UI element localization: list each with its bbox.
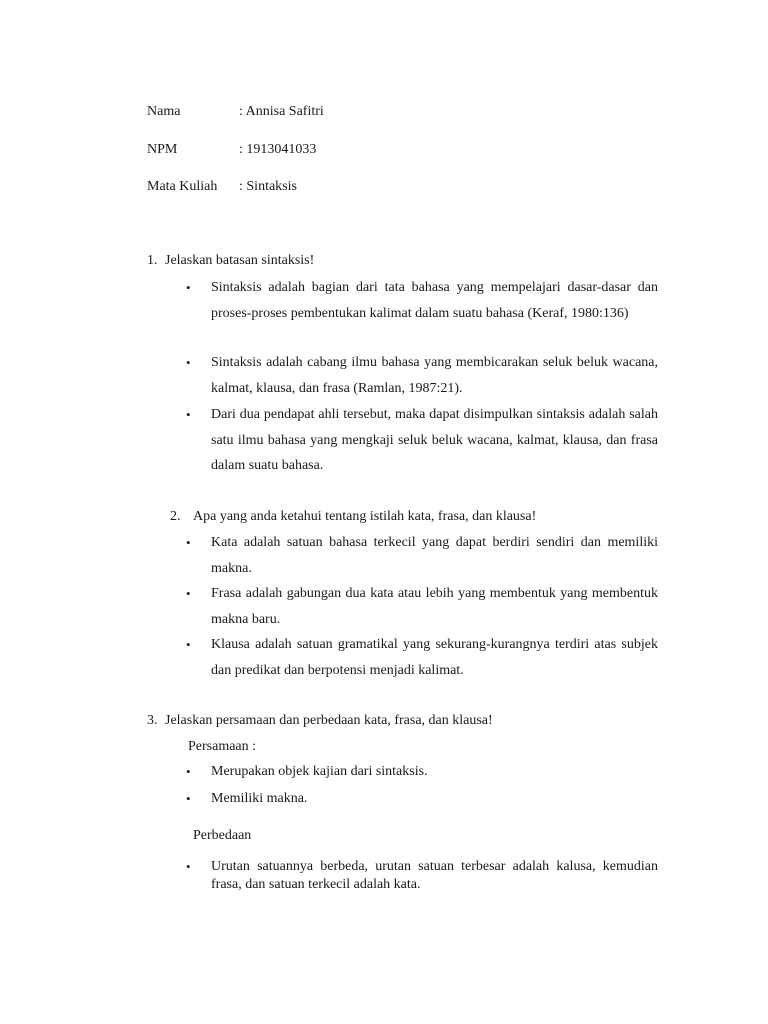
bullet-icon: •: [186, 764, 191, 779]
bullet-icon: •: [186, 791, 191, 806]
course-label: Mata Kuliah: [147, 179, 218, 194]
persamaan-label: Persamaan :: [188, 739, 257, 754]
name-label: Nama: [147, 104, 181, 119]
bullet-icon: •: [186, 586, 191, 601]
q2-bullet-1: Kata adalah satuan bahasa terkecil yang dapat berdiri sendiri dan memiliki makna.: [211, 535, 658, 576]
question-2-text: Apa yang anda ketahui tentang istilah kata, frasa, dan klausa!: [193, 509, 537, 524]
name-value: : Annisa Safitri: [239, 104, 324, 119]
perbedaan-label: Perbedaan: [193, 828, 252, 843]
npm-value: : 1913041033: [239, 142, 317, 157]
question-1-number: 1.: [147, 253, 158, 268]
bullet-icon: •: [186, 280, 191, 295]
q2-bullet-3: Klausa adalah satuan gramatikal yang sekurang-kurangnya terdiri atas subjek dan predikat dan berpotensi menjadi kalimat.: [211, 637, 658, 678]
persamaan-item-2: Memiliki makna.: [211, 791, 308, 806]
q1-bullet-3: Dari dua pendapat ahli tersebut, maka dapat disimpulkan sintaksis adalah salah satu ilmu bahasa yang mengkaji seluk beluk wacana, kalmat, klausa, dan frasa dalam suatu bahasa.: [211, 407, 658, 474]
q2-bullet-2: Frasa adalah gabungan dua kata atau lebih yang membentuk yang membentuk makna baru.: [211, 586, 658, 627]
course-value: : Sintaksis: [239, 179, 297, 194]
bullet-icon: •: [186, 407, 191, 422]
q1-bullet-1: Sintaksis adalah bagian dari tata bahasa yang mempelajari dasar-dasar dan proses-proses pembentukan kalimat dalam suatu bahasa (Keraf, 1980:136): [211, 280, 658, 321]
bullet-icon: •: [186, 859, 191, 874]
question-3-text: Jelaskan persamaan dan perbedaan kata, frasa, dan klausa!: [165, 713, 493, 728]
bullet-icon: •: [186, 535, 191, 550]
persamaan-item-1: Merupakan objek kajian dari sintaksis.: [211, 764, 428, 779]
question-3-number: 3.: [147, 713, 158, 728]
bullet-icon: •: [186, 637, 191, 652]
q1-bullet-2: Sintaksis adalah cabang ilmu bahasa yang membicarakan seluk beluk wacana, kalmat, klausa, dan frasa (Ramlan, 1987:21).: [211, 355, 658, 396]
question-2-number: 2.: [170, 509, 181, 524]
question-1-text: Jelaskan batasan sintaksis!: [165, 253, 315, 268]
bullet-icon: •: [186, 355, 191, 370]
perbedaan-item-1: Urutan satuannya berbeda, urutan satuan terbesar adalah kalusa, kemudian frasa, dan satuan terkecil adalah kata.: [211, 859, 658, 892]
npm-label: NPM: [147, 142, 178, 157]
